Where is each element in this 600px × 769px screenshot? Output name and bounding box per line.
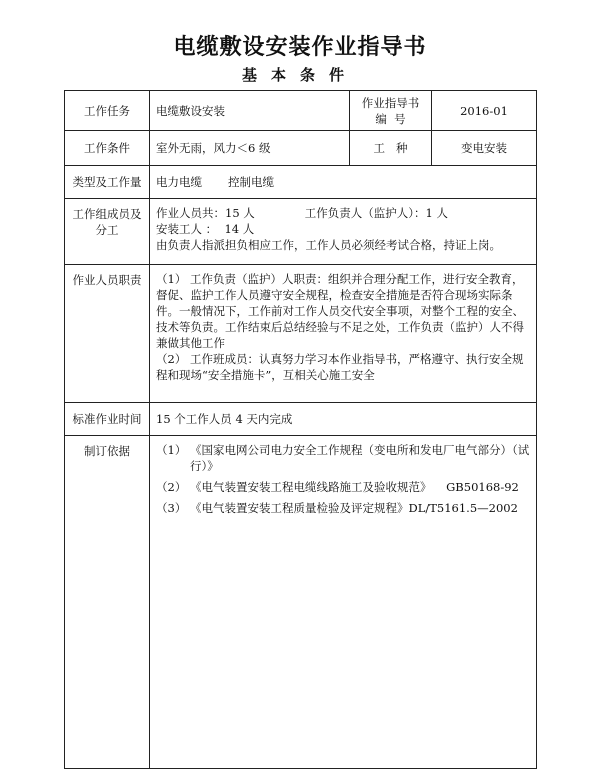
row-members [65,199,537,265]
basis-item-text: 《电气装置安装工程电缆线路施工及验收规范》 GB50168-92 [190,480,519,494]
work-type-label: 工 种 [350,131,432,166]
conditions-label: 工作条件 [65,131,150,166]
basis-label: 制订依据 [65,436,150,769]
basis-item [156,442,530,474]
row-conditions [65,131,537,166]
basic-conditions-table [64,90,537,769]
basis-item-text: 《电气装置安装工程质量检验及评定规程》DL/T5161.5—2002 [190,501,518,515]
type-value-control-cable: 控制电缆 [228,175,274,189]
standard-time-value: 15 个工作人员 4 天内完成 [150,403,537,436]
guide-number-label-line1: 作业指导书 [361,95,420,110]
row-duties [65,265,537,403]
row-type [65,166,537,199]
type-value-power-cable: 电力电缆 [156,175,202,189]
conditions-value: 室外无雨，风力＜6 级 [150,131,350,166]
members-value [150,199,537,265]
members-total: 作业人员共：15 人 [156,206,255,220]
basis-item [156,500,530,516]
document-title: 电缆敷设安装作业指导书 [173,35,427,60]
basis-item-number: （2） [156,480,187,494]
members-line1 [156,205,530,221]
guide-number-label-line2: 编 号 [375,111,406,126]
members-line2: 安装工人 ： 14 人 [156,222,255,236]
type-value [150,166,537,199]
row-standard-time [65,403,537,436]
guide-number-label [350,91,432,131]
task-label: 工作任务 [65,91,150,131]
work-type-value: 变电安装 [432,131,537,166]
basis-list [156,442,530,516]
basis-item-text: 《国家电网公司电力安全工作规程（变电所和发电厂电气部分）（试行）》 [190,443,530,473]
members-leader: 工作负责人（监护人）：1 人 [304,206,449,220]
members-line3: 由负责人指派担负相应工作，工作人员必须经考试合格，持证上岗。 [156,238,501,252]
standard-time-label: 标准作业时间 [65,403,150,436]
guide-number-value: 2016-01 [432,91,537,131]
duties-label: 作业人员职责 [65,265,150,403]
basis-item [156,479,530,495]
task-value: 电缆敷设安装 [150,91,350,131]
duties-value [150,265,537,403]
row-basis [65,436,537,769]
duties-para1: （1） 工作负责（监护）人职责：组织并合理分配工作，进行安全教育，督促、监护工作人员遵守安全规程，检查安全措施是否符合现场实际条件。一般情况下，工作前对工作人员交代安全事项，对整个工程的安全、技术等负责。工作结束后总结经验与不足之处，工作负责（监护）人不得兼做其他工作 [156,272,524,350]
type-label: 类型及工作量 [65,166,150,199]
basis-item-number: （3） [156,501,187,515]
duties-para2: （2） 工作班成员：认真努力学习本作业指导书，严格遵守、执行安全规程和现场“安全措施卡”，互相关心施工安全 [156,352,524,382]
basis-value [150,436,537,769]
basis-item-number: （1） [156,443,187,457]
row-task [65,91,537,131]
members-label: 工作组成员及分工 [65,199,150,265]
document-subtitle: 基本条件 [241,66,358,84]
